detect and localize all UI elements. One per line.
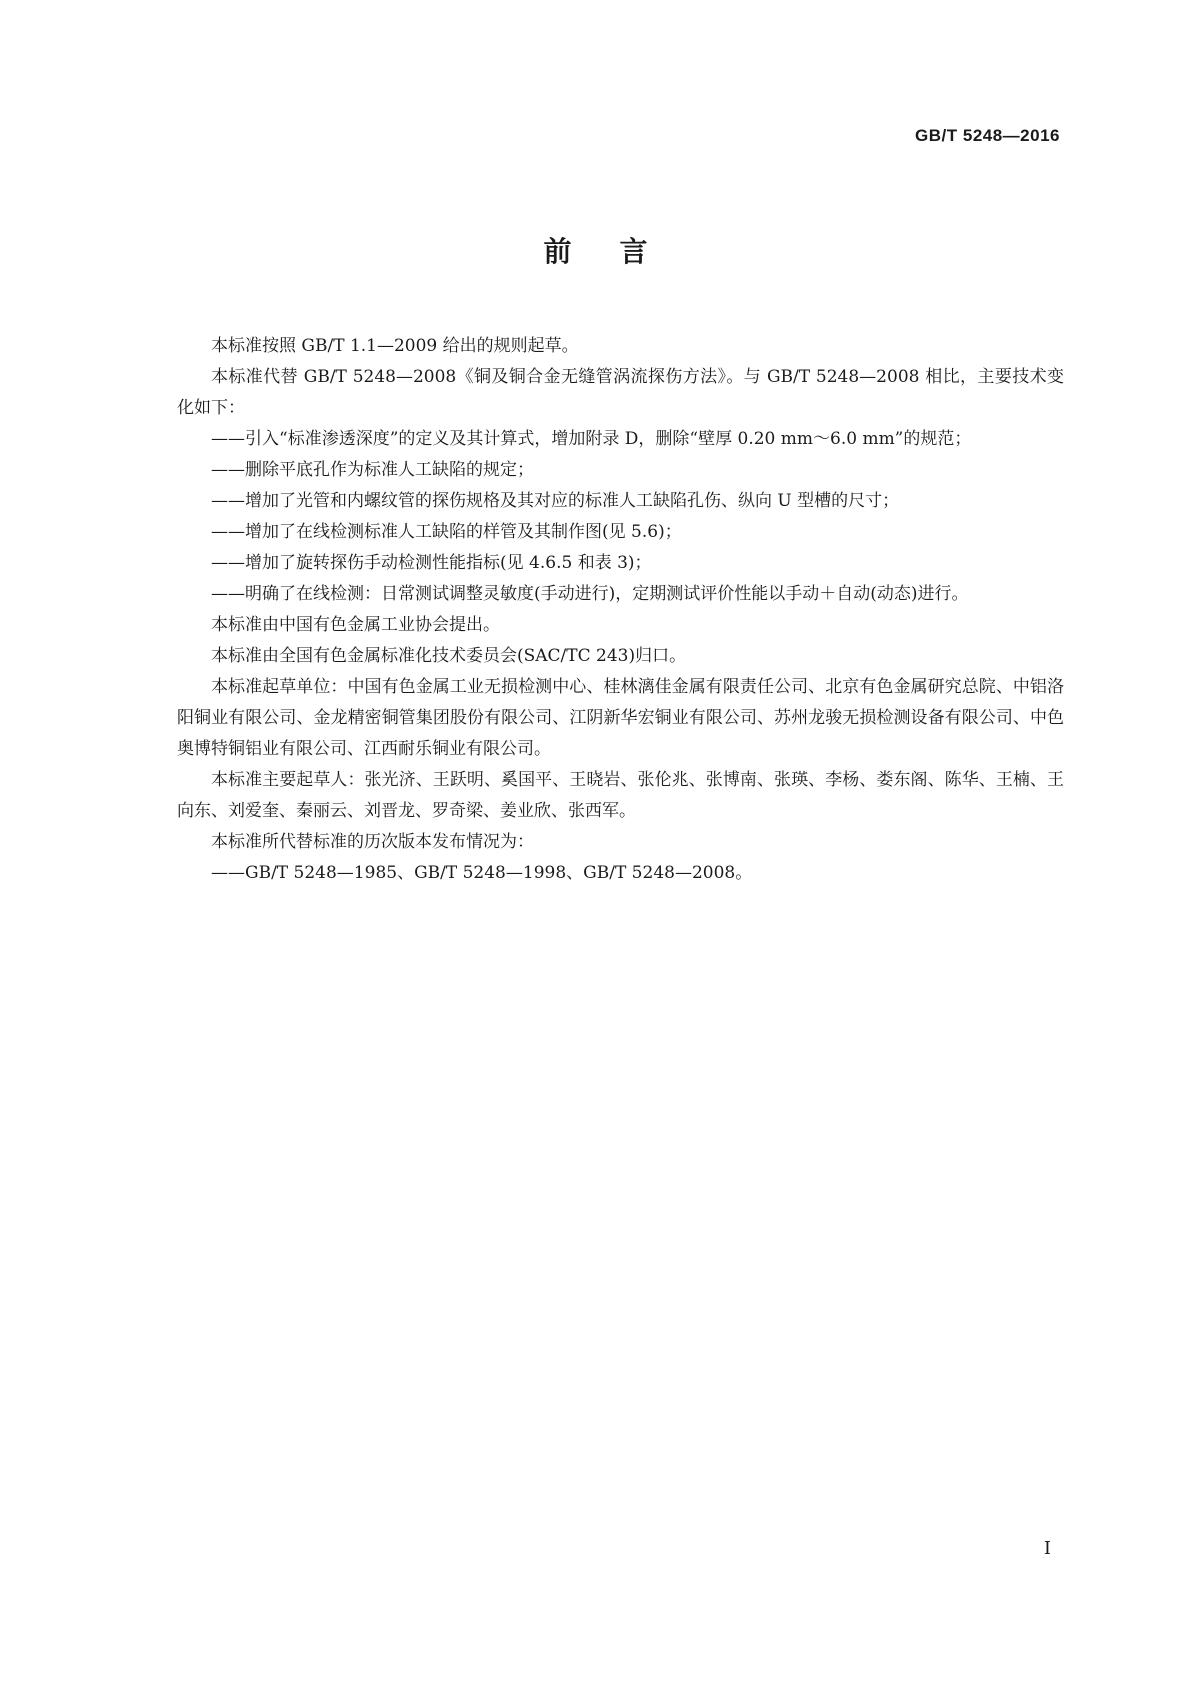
list-item: ——增加了在线检测标准人工缺陷的样管及其制作图(见 5.6)； [211, 522, 682, 542]
paragraph-drafting-rules: 本标准按照 GB/T 1.1—2009 给出的规则起草。 [211, 336, 579, 356]
paragraph-history-intro: 本标准所代替标准的历次版本发布情况为： [211, 832, 534, 852]
foreword-body [177, 331, 1064, 889]
list-item: ——删除平底孔作为标准人工缺陷的规定； [211, 460, 534, 480]
page-number: I [1043, 1538, 1051, 1559]
paragraph-drafters: 本标准主要起草人：张光济、王跃明、奚国平、王晓岩、张伦兆、张博南、张瑛、李杨、娄东阁、陈华、王楠、王向东、刘爱奎、秦丽云、刘晋龙、罗奇梁、姜业欣、张西军。 [177, 770, 1064, 821]
list-item: ——明确了在线检测：日常测试调整灵敏度(手动进行)，定期测试评价性能以手动＋自动(动态)进行。 [211, 584, 969, 604]
list-item: ——增加了旋转探伤手动检测性能指标(见 4.6.5 和表 3)； [211, 553, 652, 573]
paragraph-drafting-units: 本标准起草单位：中国有色金属工业无损检测中心、桂林漓佳金属有限责任公司、北京有色金属研究总院、中铝洛阳铜业有限公司、金龙精密铜管集团股份有限公司、江阴新华宏铜业有限公司、苏州龙骏无损检测设备有限公司、中色奥博特铜铝业有限公司、江西耐乐铜业有限公司。 [177, 677, 1064, 759]
history-list-item: ——GB/T 5248—1985、GB/T 5248—1998、GB/T 5248—2008。 [211, 863, 753, 883]
paragraph-committee: 本标准由全国有色金属标准化技术委员会(SAC/TC 243)归口。 [211, 646, 687, 666]
standard-number: GB/T 5248—2016 [915, 126, 1060, 145]
list-item: ——引入“标准渗透深度”的定义及其计算式，增加附录 D，删除“壁厚 0.20 mm～6.0 mm”的规范； [211, 429, 972, 449]
paragraph-replacement: 本标准代替 GB/T 5248—2008《铜及铜合金无缝管涡流探伤方法》。与 GB/T 5248—2008 相比，主要技术变化如下： [177, 367, 1064, 418]
paragraph-proposer: 本标准由中国有色金属工业协会提出。 [211, 615, 500, 635]
list-item: ——增加了光管和内螺纹管的探伤规格及其对应的标准人工缺陷孔伤、纵向 U 型槽的尺寸； [211, 491, 900, 511]
page-title: 前言 [543, 235, 696, 268]
